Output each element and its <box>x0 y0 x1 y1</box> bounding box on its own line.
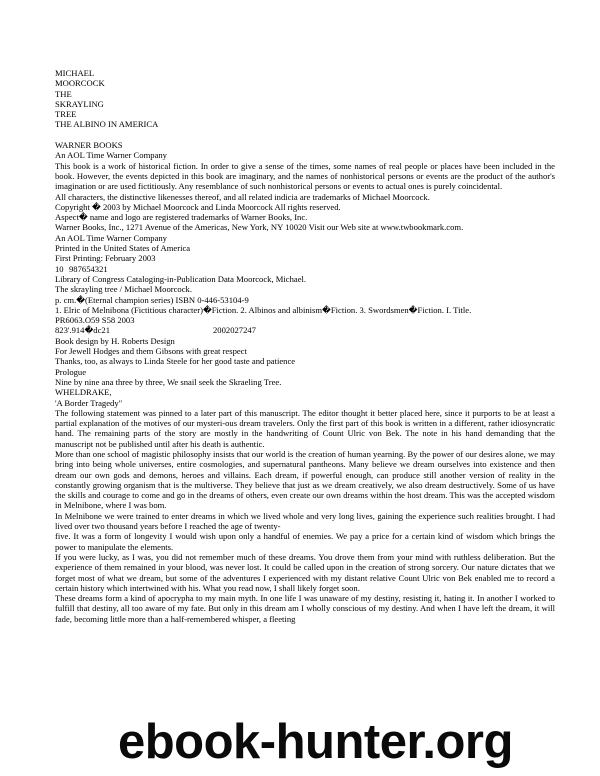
title-word-skrayling: SKRAYLING <box>55 98 104 109</box>
design-credit: Book design by H. Roberts Design <box>55 335 175 346</box>
publisher-parent: An AOL Time Warner Company <box>55 150 167 161</box>
printed-in-line: Printed in the United States of America <box>55 243 191 254</box>
thanks-line: Thanks, too, as always to Linda Steele for her good taste and patience <box>55 356 296 367</box>
watermark: ebook-hunter.org <box>118 715 513 769</box>
document-page <box>55 68 555 624</box>
publisher-address-line: Warner Books, Inc., 1271 Avenue of the Americas, New York, NY 10020 Visit our Web site at www.twbookmark.com. <box>55 222 464 233</box>
cip-title-line: The skrayling tree / Michael Moorcock. <box>55 284 192 295</box>
class-number-line <box>55 325 555 335</box>
trademark-line: All characters, the distinctive likenesses thereof, and all related indicia are trademarks of Michael Moorcock. <box>55 191 430 202</box>
body-paragraph: In Melnibone we were trained to enter dreams in which we lived whole and very long lives, gaining the experience such realities brought. I had lived over two thousand years before I reached the age of twenty- <box>55 510 555 532</box>
title-word-the: THE <box>55 88 72 99</box>
body-paragraph: The following statement was pinned to a later part of this manuscript. The editor thought it better placed here, since it purports to be at least a partial explanation of the motives of our mysteri-ous dream travelers. Only the first part of this book is written in a different, rather idiosyncratic hand. The remaining parts of the story are mostly in the handwriting of Count Ulric von Bek. The note in his hand demanding that the manuscript not be published until after his death is authentic. <box>55 407 555 449</box>
body-paragraph: If you were lucky, as I was, you did not remember much of these dreams. You drove them from your mind with ruthless deliberation. But the experience of them remained in your blood, was never lost. It could be called upon in the creation of strong sorcery. Our nature dictates that we forget most of what we dream, but some of the adventures I experienced with my distant relative Count Ulric von Bek enabled me to record a certain history which intertwined with his. What you read now, I shall likely forget soon. <box>55 551 555 593</box>
title-block <box>55 68 555 130</box>
print-number-line <box>55 264 555 274</box>
aspect-trademark-line: Aspect� name and logo are registered trademarks of Warner Books, Inc. <box>55 212 308 223</box>
rights-block <box>55 192 555 264</box>
body-text <box>55 408 555 624</box>
cip-line: Library of Congress Cataloging-in-Publication Data Moorcock, Michael. <box>55 273 307 284</box>
section-heading-prologue: Prologue <box>55 366 87 377</box>
print-sequence: 987654321 <box>69 263 108 274</box>
cip-subjects-line: 1. Elric of Melnibona (Fictitious character)�Fiction. 2. Albinos and albinism�Fiction. 3. Swordsmen�Fiction. I. Title. <box>55 304 472 315</box>
subtitle: THE ALBINO IN AMERICA <box>55 119 159 130</box>
publisher-name: WARNER BOOKS <box>55 140 123 151</box>
body-paragraph: five. It was a form of longevity I would wish upon only a handful of enemies. We pay a price for a certain kind of wisdom which brings the power to manipulate the elements. <box>55 531 555 552</box>
company-line: An AOL Time Warner Company <box>55 232 167 243</box>
epigraph-author: WHELDRAKE, <box>55 387 112 398</box>
dewey-number: 823'.914�dc21 <box>55 325 110 336</box>
title-word-tree: TREE <box>55 109 77 120</box>
author-last-name: MOORCOCK <box>55 78 105 89</box>
dedication: For Jewell Hodges and them Gibsons with great respect <box>55 346 247 357</box>
first-printing-line: First Printing: February 2003 <box>55 253 156 264</box>
body-paragraph: More than one school of magistic philosophy insists that our world is the creation of human yearning. By the power of our desires alone, we may bring into being whole universes, entire cosmologies, and supernatural pantheons. Many believe we dream ourselves into existence and then dream our own gods and demons, heroes and villains. Each dream, if powerful enough, can produce still another version of reality in the constantly growing organism that is the multiverse. They believe that just as we dream creatively, we also dream destructively. Some of us have the skills and courage to come and go in the dreams of others, even create our own dreams within the host dream. This was the accepted wisdom in Melnibone, where I was bom. <box>55 448 555 511</box>
copyright-line: Copyright � 2003 by Michael Moorcock and Linda Moorcock All rights reserved. <box>55 201 341 212</box>
author-first-name: MICHAEL <box>55 68 95 78</box>
publisher-block <box>55 140 555 161</box>
cip-classification-line: PR6063.O59 S58 2003 <box>55 315 135 326</box>
catalog-block <box>55 274 555 325</box>
credits-block <box>55 336 555 408</box>
cip-isbn-line: p. cm.�(Eternal champion series) ISBN 0-446-53104-9 <box>55 294 249 305</box>
epigraph: Nine by nine ana three by three, We snail seek the Skraeling Tree. <box>55 376 282 387</box>
disclaimer-paragraph: This book is a work of historical fiction. In order to give a sense of the times, some names of real people or places have been included in the book. However, the events depicted in this book are imaginary, and the names of nonhistorical persons or events are the product of the author's imagination or are used fictitiously. Any resemblance of such nonhistorical persons or events to actual ones is purely coincidental. <box>55 160 555 192</box>
print-edition: 10 <box>55 263 64 274</box>
epigraph-source: 'A Border Tragedy" <box>55 397 123 408</box>
body-paragraph: These dreams form a kind of apocrypha to my main myth. In one life I was unaware of my destiny, resisting it, hating it. In another I worked to fulfill that destiny, all too aware of my fate. But only in this dream am I wholly conscious of my destiny. And when I have left the dream, it will fade, becoming little more than a half-remembered whisper, a fleeting <box>55 593 555 624</box>
lccn-number: 2002027247 <box>213 325 256 336</box>
